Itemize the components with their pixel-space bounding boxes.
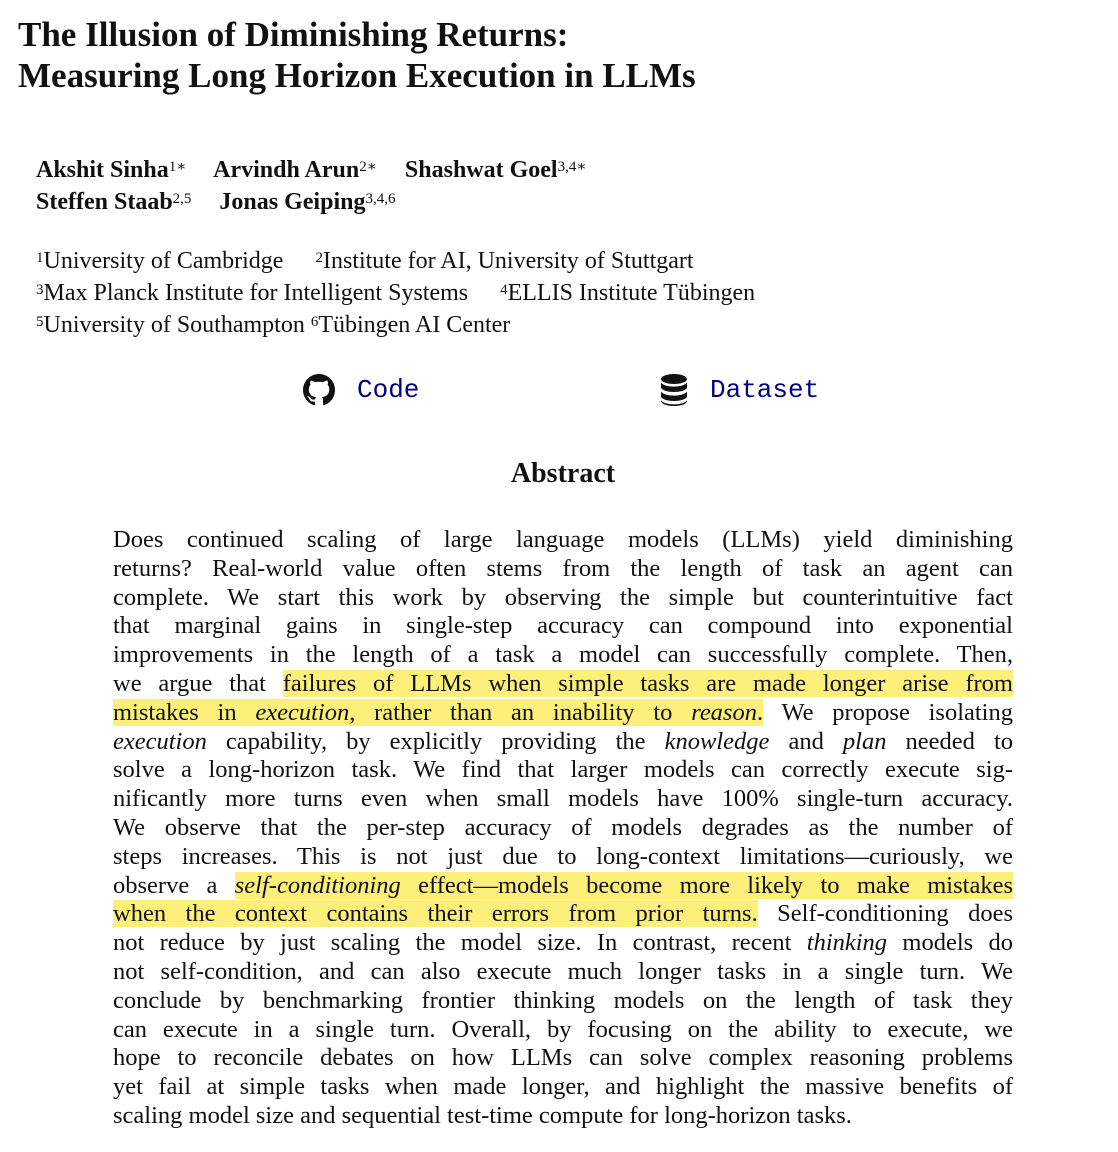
- author: [36, 189, 191, 215]
- author-name: Jonas Geiping: [219, 189, 366, 215]
- author: [405, 157, 587, 183]
- affiliation-name: University of Cambridge: [43, 248, 284, 274]
- author-name: Steffen Staab: [36, 189, 173, 215]
- author-affil-marker: 3,4,6: [365, 191, 396, 207]
- emphasized-text: execution: [113, 727, 207, 755]
- abstract-text: nificantly more turns even when small models have 100% single-turn accuracy.: [113, 785, 1013, 813]
- abstract-line: [113, 843, 1013, 872]
- affiliation: [311, 312, 510, 338]
- abstract-text: We propose isolating: [763, 698, 1013, 726]
- affiliation: [315, 248, 693, 274]
- highlighted-text: self-conditioning: [234, 871, 401, 899]
- abstract-text: can execute in a single turn. Overall, by focusing on the ability to execute, we: [113, 1015, 1013, 1043]
- highlighted-text: mistakes in: [113, 698, 256, 726]
- highlighted-text: execution: [255, 698, 350, 726]
- affiliation-name: Tübingen AI Center: [318, 312, 511, 338]
- affiliation: [500, 280, 755, 306]
- author-affil-marker: 2∗: [359, 159, 377, 175]
- highlighted-text: reason: [691, 698, 757, 726]
- author-affil-marker: 1∗: [168, 159, 187, 175]
- code-link[interactable]: [303, 374, 419, 406]
- affiliation-marker: 6: [310, 314, 319, 330]
- affiliation-name: University of Southampton: [43, 312, 305, 338]
- highlighted-text: , rather than an inability to: [349, 698, 692, 726]
- abstract-text: We observe that the per-step accuracy of models degrades as the number of: [113, 813, 1013, 841]
- abstract-text: conclude by benchmarking frontier thinking models on the length of task they: [113, 986, 1013, 1014]
- abstract-text: models do: [887, 929, 1013, 957]
- abstract-line: [113, 1044, 1013, 1073]
- abstract-line: [113, 641, 1013, 670]
- author: [36, 157, 186, 183]
- code-link-label: Code: [357, 375, 420, 405]
- highlighted-text: failures of LLMs when simple tasks are made longer arise from: [282, 669, 1013, 697]
- abstract-line: [113, 1102, 1013, 1131]
- dataset-link-label: Dataset: [710, 375, 820, 405]
- abstract-text: returns? Real-world value often stems from the length of task an agent can: [113, 554, 1013, 582]
- highlighted-text: .: [756, 698, 764, 726]
- abstract-line: [113, 555, 1013, 584]
- author-name: Arvindh Arun: [213, 157, 360, 183]
- abstract-line: [113, 699, 1013, 728]
- emphasized-text: plan: [842, 727, 887, 755]
- database-icon: [660, 374, 688, 406]
- title-line: The Illusion of Diminishing Returns:: [18, 15, 569, 54]
- resource-links: [0, 374, 1118, 414]
- abstract-text: Self-conditioning does: [757, 900, 1013, 928]
- abstract-text: we argue that: [113, 669, 283, 697]
- abstract-text: Does continued scaling of large language models (LLMs) yield diminishing: [113, 526, 1013, 553]
- author-affil-marker: 2,5: [172, 191, 192, 207]
- affiliation: [36, 312, 305, 338]
- abstract-line: [113, 872, 1013, 901]
- affiliation-name: ELLIS Institute Tübingen: [507, 280, 756, 306]
- abstract-line: [113, 612, 1013, 641]
- abstract-text: yet fail at simple tasks when made longer, and highlight the massive benefits of: [113, 1073, 1013, 1101]
- abstract-line: [113, 814, 1013, 843]
- abstract-text: needed to: [886, 727, 1014, 755]
- abstract-line: [113, 785, 1013, 814]
- affiliation-marker: 1: [36, 250, 44, 266]
- abstract-text: observe a: [113, 871, 235, 899]
- author: [219, 189, 395, 215]
- author-list: [36, 154, 609, 218]
- author-name: Akshit Sinha: [36, 157, 169, 183]
- abstract-line: [113, 526, 1013, 555]
- affiliation-marker: 2: [315, 250, 323, 266]
- title-line: Measuring Long Horizon Execution in LLMs: [18, 56, 696, 95]
- paper-title: [18, 14, 696, 96]
- abstract-text: capability, by explicitly providing the: [206, 727, 665, 755]
- abstract-body: [113, 526, 1013, 1131]
- abstract-heading: Abstract: [510, 458, 616, 489]
- emphasized-text: knowledge: [664, 727, 770, 755]
- affiliation-name: Institute for AI, University of Stuttgart: [322, 248, 694, 274]
- abstract-line: [113, 670, 1013, 699]
- affiliation-marker: 5: [36, 314, 44, 330]
- abstract-text: not self-condition, and can also execute much longer tasks in a single turn. We: [113, 957, 1013, 985]
- abstract-line: [113, 958, 1013, 987]
- author-name: Shashwat Goel: [404, 157, 558, 183]
- abstract-line: [113, 1016, 1013, 1045]
- abstract-line: [113, 728, 1013, 757]
- affiliation-list: [36, 245, 755, 341]
- abstract-text: and: [769, 727, 843, 755]
- abstract-line: [113, 1073, 1013, 1102]
- abstract-text: steps increases. This is not just due to long-context limitations—curiously, we: [113, 842, 1013, 870]
- dataset-link[interactable]: [660, 374, 819, 406]
- abstract-text: improvements in the length of a task a model can successfully complete. Then,: [113, 641, 1013, 669]
- highlighted-text: when the context contains their errors from prior turns.: [113, 900, 758, 928]
- author: [213, 157, 377, 183]
- abstract-line: [113, 756, 1013, 785]
- highlighted-text: effect—models become more likely to make mistakes: [400, 871, 1013, 899]
- abstract-text: not reduce by just scaling the model size. In contrast, recent: [113, 929, 807, 957]
- abstract-text: that marginal gains in single-step accuracy can compound into exponential: [113, 612, 1013, 640]
- affiliation: [36, 280, 468, 306]
- abstract-line: [113, 987, 1013, 1016]
- abstract-line: [113, 929, 1013, 958]
- abstract-line: [113, 584, 1013, 613]
- abstract-text: scaling model size and sequential test-time compute for long-horizon tasks.: [113, 1101, 852, 1129]
- abstract-text: solve a long-horizon task. We find that larger models can correctly execute sig-: [113, 756, 1013, 784]
- affiliation-marker: 4: [500, 282, 508, 298]
- affiliation-name: Max Planck Institute for Intelligent Systems: [43, 280, 469, 306]
- affiliation: [36, 248, 283, 274]
- abstract-text: complete. We start this work by observing the simple but counterintuitive fact: [113, 583, 1013, 611]
- emphasized-text: thinking: [806, 929, 888, 957]
- abstract-text: hope to reconcile debates on how LLMs can solve complex reasoning problems: [113, 1044, 1013, 1072]
- author-affil-marker: 3,4∗: [557, 159, 587, 175]
- abstract-line: [113, 900, 1013, 929]
- affiliation-marker: 3: [36, 282, 44, 298]
- github-icon: [303, 374, 335, 406]
